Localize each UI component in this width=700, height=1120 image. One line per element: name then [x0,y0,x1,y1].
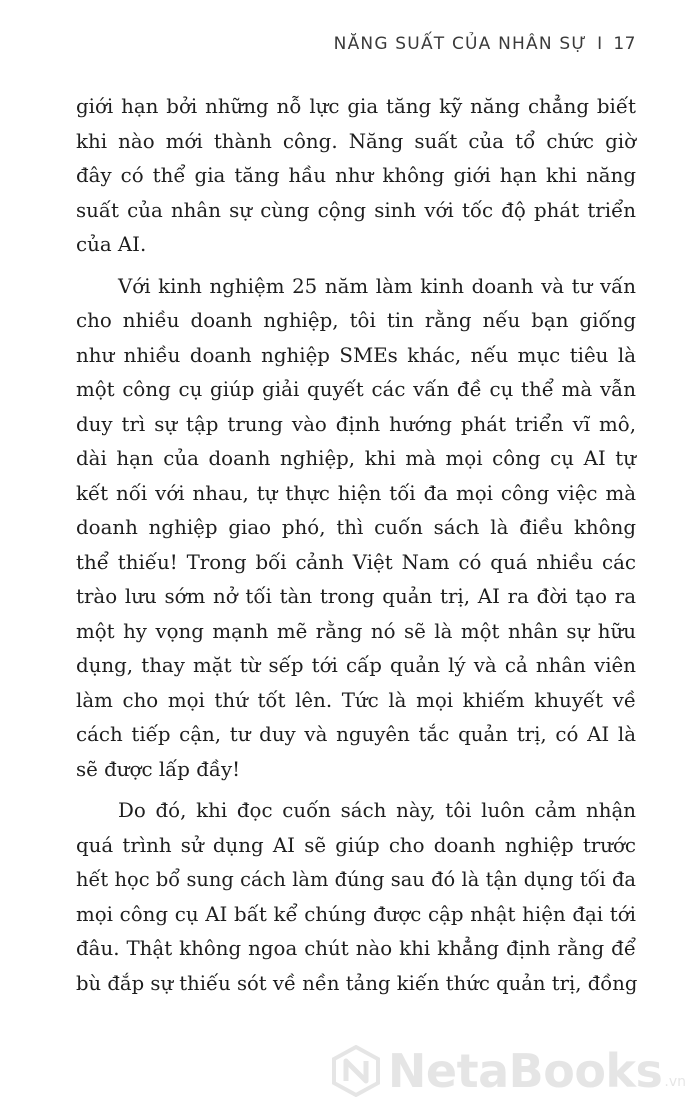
text-line: khi nào mới thành công. Năng suất của tổ chức giờ [76,129,636,153]
text-line: một hy vọng mạnh mẽ rằng nó sẽ là một nhân sự hữu [76,619,636,643]
text-line: sẽ được lấp đầy! [76,757,241,781]
text-line: đây có thể gia tăng hầu như không giới hạn khi năng [76,164,636,187]
text-line: Với kinh nghiệm 25 năm làm kinh doanh và tư vấn [118,274,636,298]
netabooks-logo-icon [330,1045,382,1097]
text-line: quá trình sử dụng AI sẽ giúp cho doanh nghiệp trước [76,833,636,857]
running-header [334,34,636,54]
watermark-tld: .vn [664,1074,686,1090]
paragraph-3 [76,794,636,1001]
text-line: kết nối với nhau, tự thực hiện tối đa mọi công việc mà [76,481,636,505]
paragraph-1 [76,90,636,263]
text-line: làm cho mọi thứ tốt lên. Tức là mọi khiếm khuyết về [76,688,636,712]
watermark [330,1044,686,1098]
header-separator: I [597,34,604,54]
text-line: suất của nhân sự cùng cộng sinh với tốc độ phát triển [76,198,636,222]
text-line: Do đó, khi đọc cuốn sách này, tôi luôn cảm nhận [118,799,636,822]
text-line: cho nhiều doanh nghiệp, tôi tin rằng nếu bạn giống [76,309,636,332]
text-line: dụng, thay mặt từ sếp tới cấp quản lý và cả nhân viên [76,654,636,677]
text-line: của AI. [76,233,147,256]
text-line: duy trì sự tập trung vào định hướng phát triển vĩ mô, [76,412,636,436]
text-line: như nhiều doanh nghiệp SMEs khác, nếu mục tiêu là [76,343,636,367]
text-line: đâu. Thật không ngoa chút nào khi khẳng định rằng để [76,937,636,960]
text-line: trào lưu sớm nở tối tàn trong quản trị, AI ra đời tạo ra [76,585,636,608]
text-line: doanh nghiệp giao phó, thì cuốn sách là điều không [76,516,636,539]
chapter-title: NĂNG SUẤT CỦA NHÂN SỰ [333,34,588,54]
text-line: bù đắp sự thiếu sót về nền tảng kiến thức quản trị, đồng [76,971,638,995]
text-line: mọi công cụ AI bất kể chúng được cập nhật hiện đại tới [76,902,636,926]
text-line: hết học bổ sung cách làm đúng sau đó là tận dụng tối đa [76,868,636,891]
text-line: giới hạn bởi những nỗ lực gia tăng kỹ năng chẳng biết [76,95,636,118]
body-text [76,90,636,1001]
text-line: dài hạn của doanh nghiệp, khi mà mọi công cụ AI tự [76,447,636,470]
paragraph-2 [76,270,636,788]
text-line: một công cụ giúp giải quyết các vấn đề cụ thể mà vẫn [76,378,636,401]
page-number: 17 [613,34,636,54]
watermark-brand: NetaBooks [387,1044,663,1098]
text-line: cách tiếp cận, tư duy và nguyên tắc quản trị, có AI là [76,723,636,746]
text-line: thể thiếu! Trong bối cảnh Việt Nam có quá nhiều các [76,550,636,574]
